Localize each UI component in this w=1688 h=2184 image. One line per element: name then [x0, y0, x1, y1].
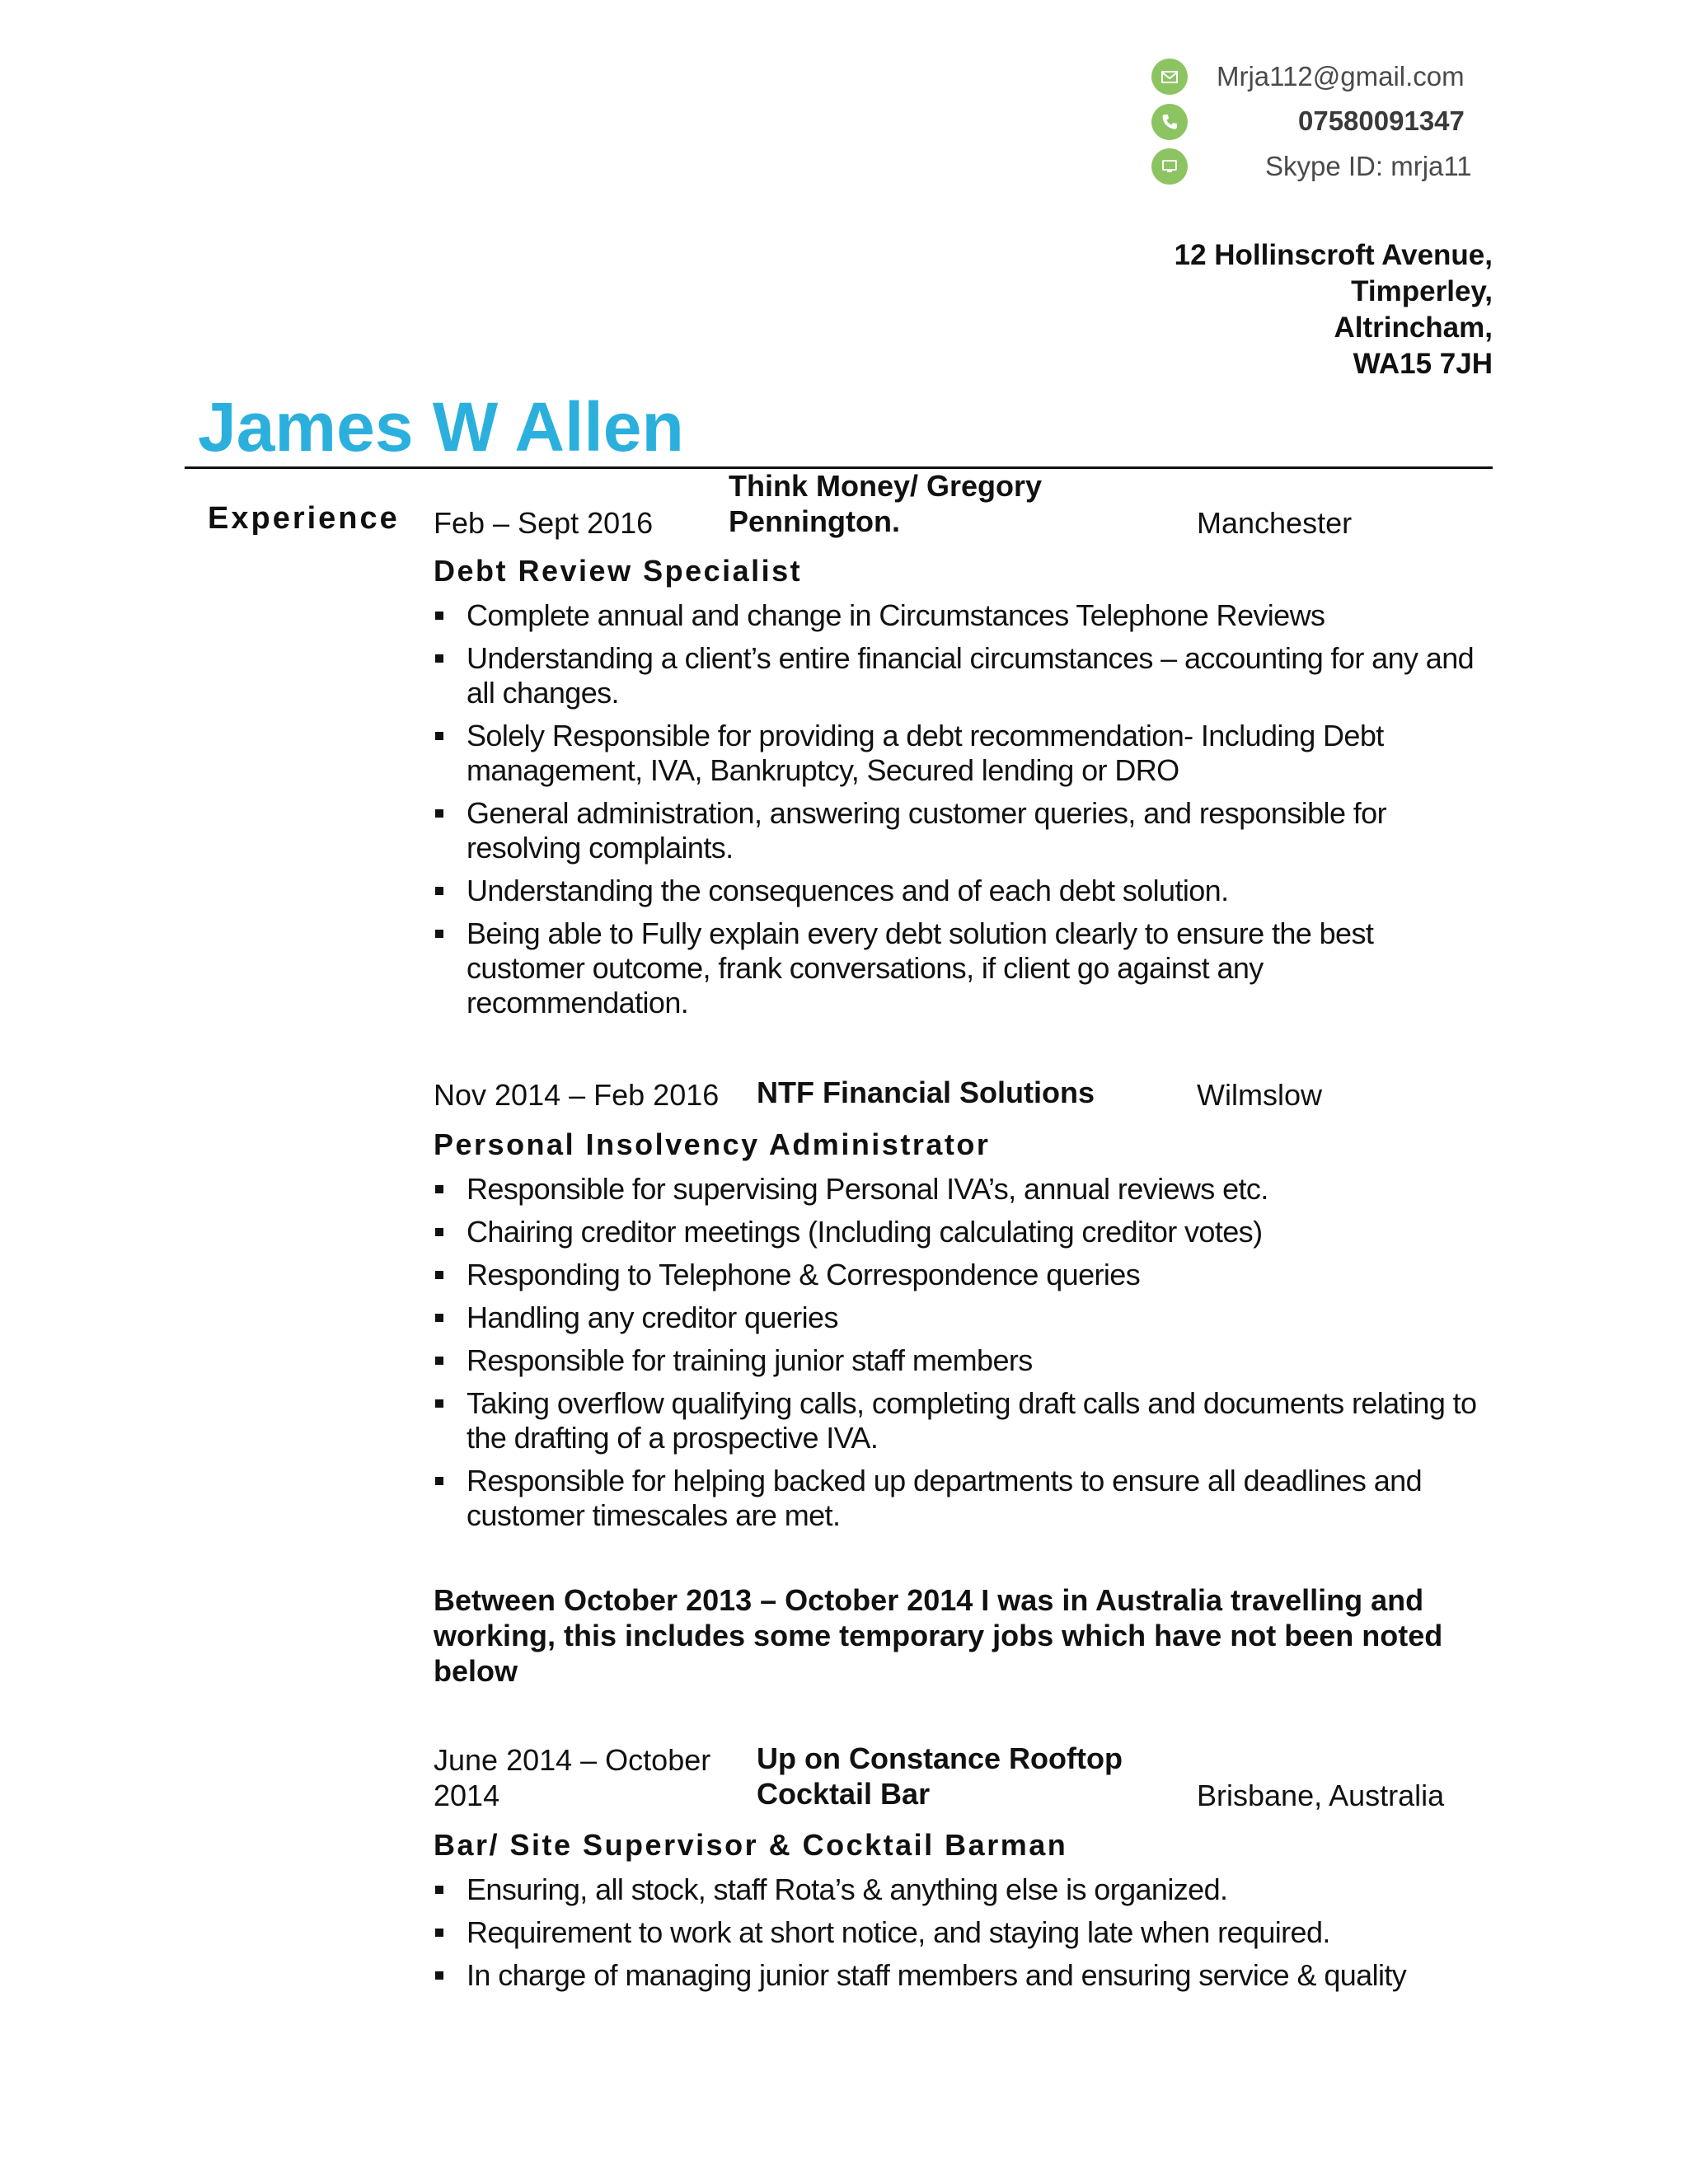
list-item: Responsible for training junior staff members [434, 1343, 1480, 1378]
list-item: Responsible for helping backed up departments to ensure all deadlines and customer timescales are met. [434, 1464, 1480, 1533]
list-item: Handling any creditor queries [434, 1301, 1480, 1335]
skype-icon [1151, 148, 1188, 185]
job-company-line: Think Money/ Gregory [729, 469, 1043, 503]
address-line: WA15 7JH [1353, 348, 1493, 380]
list-item: Being able to Fully explain every debt solution clearly to ensure the best customer outcome, frank conversations, if client go against any recommendation. [434, 916, 1480, 1020]
contact-email[interactable]: Mrja112@gmail.com [1217, 61, 1465, 91]
list-item: Ensuring, all stock, staff Rota’s & anything else is organized. [434, 1872, 1480, 1907]
job-date-line: 2014 [434, 1779, 500, 1812]
phone-icon [1151, 104, 1188, 140]
email-icon [1151, 59, 1188, 95]
list-item: Chairing creditor meetings (Including calculating creditor votes) [434, 1215, 1480, 1249]
list-item: In charge of managing junior staff members and ensuring service & quality [434, 1958, 1480, 1993]
job-date: Nov 2014 – Feb 2016 [434, 1078, 720, 1112]
job-date: Feb – Sept 2016 [434, 506, 654, 540]
list-item: Taking overflow qualifying calls, completing draft calls and documents relating to the drafting of a prospective IVA. [434, 1386, 1480, 1455]
contact-phone[interactable]: 07580091347 [1298, 105, 1465, 136]
job-duties-list [434, 598, 1480, 1029]
list-item: Solely Responsible for providing a debt recommendation- Including Debt management, IVA, Bankruptcy, Secured lending or DRO [434, 719, 1480, 788]
job-company-line: Cocktail Bar [757, 1777, 931, 1811]
list-item: Complete annual and change in Circumstances Telephone Reviews [434, 598, 1480, 633]
address-line: Timperley, [1351, 275, 1493, 307]
job-company-line: Pennington. [729, 504, 900, 538]
job-date-line: June 2014 – October [434, 1743, 711, 1777]
job-duties-list [434, 1872, 1480, 2001]
address-block [1175, 237, 1493, 382]
list-item: Responsible for supervising Personal IVA’s, annual reviews etc. [434, 1172, 1480, 1207]
job-date [434, 1742, 710, 1813]
job-company [757, 1741, 1123, 1811]
list-item: Requirement to work at short notice, and staying late when required. [434, 1915, 1480, 1950]
job-company [729, 468, 1042, 539]
job-duties-list [434, 1172, 1480, 1541]
job-company-line: Up on Constance Rooftop [757, 1741, 1123, 1775]
job-company [757, 1075, 1095, 1110]
address-line: Altrincham, [1334, 312, 1493, 344]
job-location: Brisbane, Australia [1197, 1779, 1445, 1812]
list-item: Responding to Telephone & Correspondence queries [434, 1258, 1480, 1292]
list-item: General administration, answering customer queries, and responsible for resolving complaints. [434, 796, 1480, 865]
job-location: Wilmslow [1197, 1078, 1322, 1112]
travel-note: Between October 2013 – October 2014 I was in Australia travelling and working, this includes some temporary jobs which have not been noted below [434, 1583, 1443, 1688]
job-title: Personal Insolvency Administrator [434, 1127, 991, 1161]
job-company-line: NTF Financial Solutions [757, 1076, 1095, 1109]
job-title: Debt Review Specialist [434, 554, 803, 588]
job-location: Manchester [1197, 506, 1353, 540]
job-title: Bar/ Site Supervisor & Cocktail Barman [434, 1828, 1068, 1862]
candidate-name: James W Allen [198, 388, 684, 466]
list-item: Understanding a client’s entire financial circumstances – accounting for any and all changes. [434, 641, 1480, 710]
contact-skype[interactable]: Skype ID: mrja11 [1265, 151, 1472, 181]
section-label-experience: Experience [208, 501, 400, 536]
address-line: 12 Hollinscroft Avenue, [1174, 239, 1493, 271]
list-item: Understanding the consequences and of each debt solution. [434, 874, 1480, 908]
